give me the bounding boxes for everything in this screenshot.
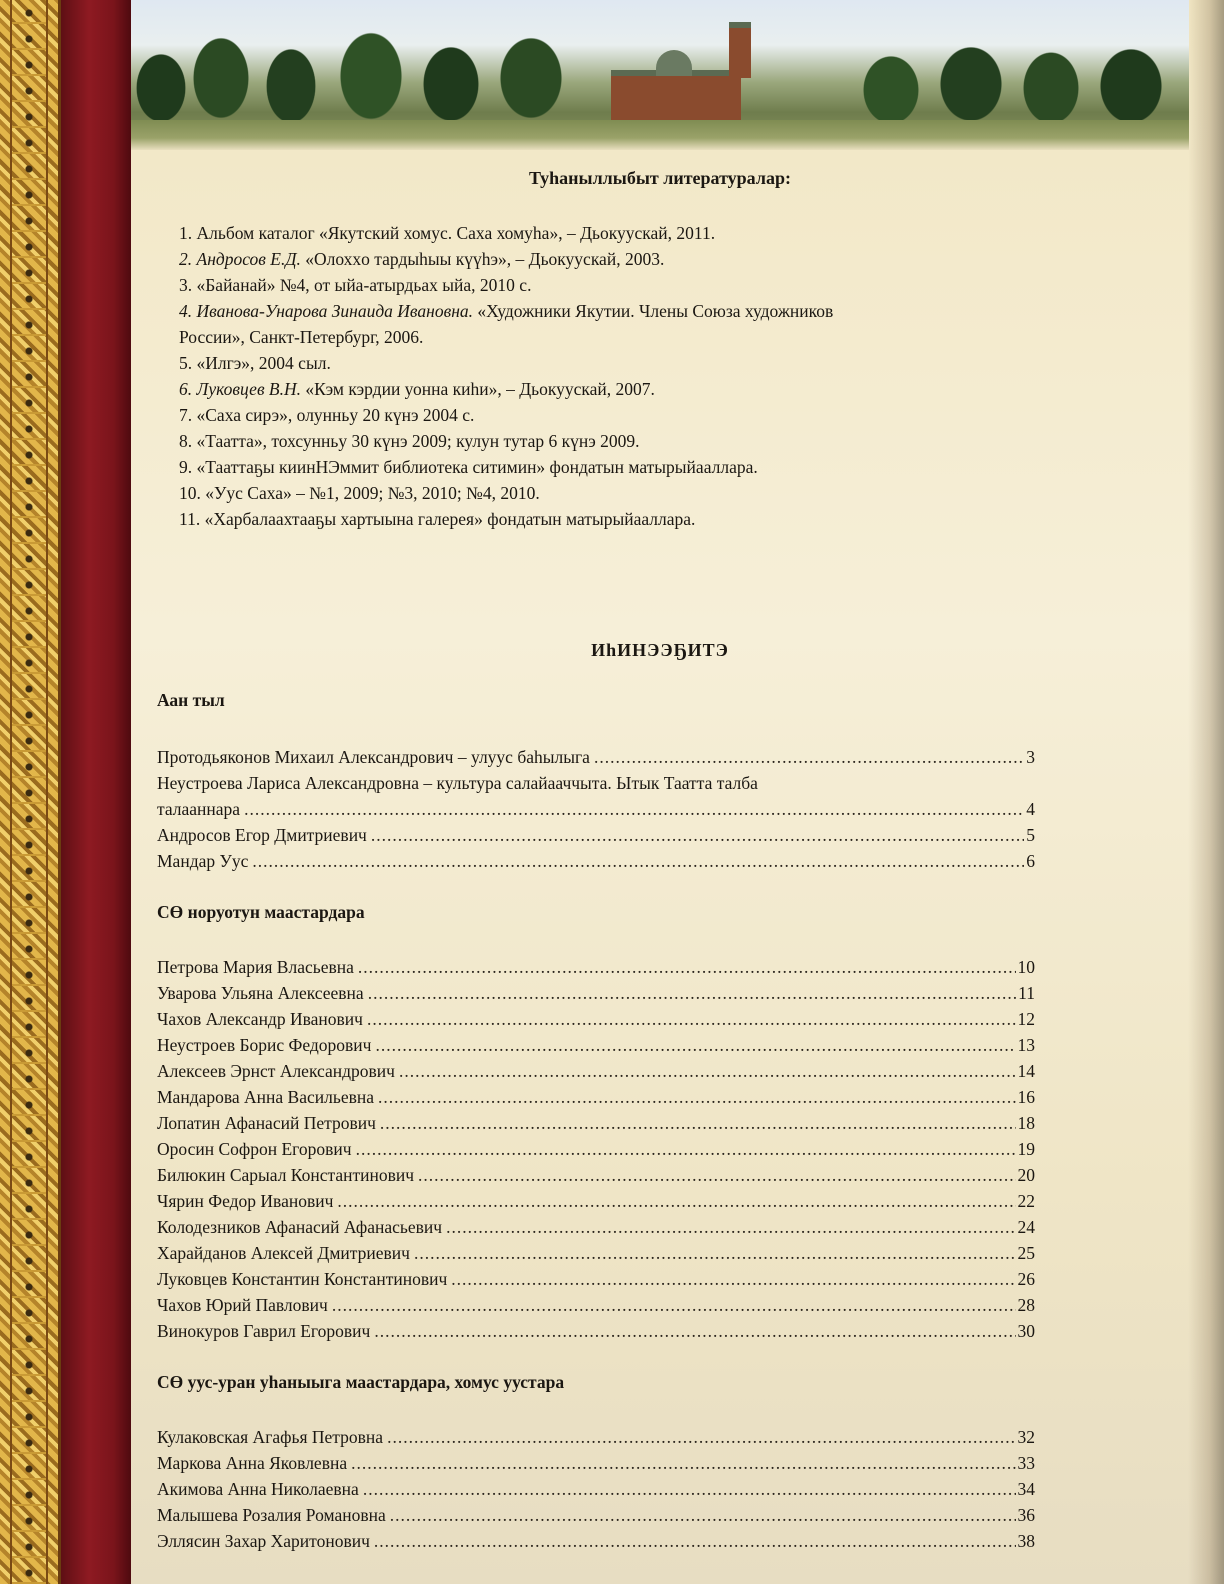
toc-row: Харайданов Алексей Дмитриевич ..... 25 xyxy=(157,1240,1035,1266)
toc-row: Протодьяконов Михаил Александрович – улуус баһылыга ..... 3 xyxy=(157,744,1035,770)
literature-item: 6. Луковцев В.Н. «Кэм кэрдии уонна киһи», – Дьокуускай, 2007. xyxy=(179,379,655,399)
toc-section-heading: Аан тыл xyxy=(157,690,225,710)
toc-row: Винокуров Гаврил Егорович ..... 30 xyxy=(157,1318,1035,1344)
toc-row: Оросин Софрон Егорович ..... 19 xyxy=(157,1136,1035,1162)
toc-row: Чярин Федор Иванович ..... 22 xyxy=(157,1188,1035,1214)
toc-row: Акимова Анна Николаевна ..... 34 xyxy=(157,1476,1035,1502)
toc-row: Маркова Анна Яковлевна ..... 33 xyxy=(157,1450,1035,1476)
literature-item: 1. Альбом каталог «Якутский хомус. Саха хомуһа», – Дьокуускай, 2011. xyxy=(179,223,716,243)
toc-section-heading: СӨ уус-уран уһаныыга маастардара, хомус уустара xyxy=(157,1372,565,1392)
toc-title: ИһИНЭЭҔИТЭ xyxy=(591,640,729,660)
toc-row: Неустроев Борис Федорович ..... 13 xyxy=(157,1032,1035,1058)
toc-section-heading: СӨ норуотун маастардара xyxy=(157,902,365,922)
literature-item: 3. «Байанай» №4, от ыйа-атырдьах ыйа, 2010 с. xyxy=(179,275,532,295)
toc-row: Чахов Александр Иванович ..... 12 xyxy=(157,1006,1035,1032)
grass-illustration xyxy=(131,120,1189,150)
literature-item: 7. «Саха сирэ», олунньу 20 күнэ 2004 с. xyxy=(179,405,475,425)
literature-item: 11. «Харбалаахтааҕы хартыына галерея» фондатын матырыйааллара. xyxy=(179,509,696,529)
toc-row-wrapped: Неустроева Лариса Александровна – культура салайааччыта. Ытык Таатта талба xyxy=(157,773,758,793)
toc-row: Андросов Егор Дмитриевич ..... 5 xyxy=(157,822,1035,848)
toc-row: Алексеев Эрнст Александрович ..... 14 xyxy=(157,1058,1035,1084)
toc-row: Эллясин Захар Харитонович ..... 38 xyxy=(157,1528,1035,1554)
toc-section-1 xyxy=(157,744,1035,874)
toc-row: Мандар Уус ..... 6 xyxy=(157,848,1035,874)
church-illustration xyxy=(601,40,751,125)
literature-item: России», Санкт-Петербург, 2006. xyxy=(179,327,424,347)
literature-item: 10. «Уус Саха» – №1, 2009; №3, 2010; №4, 2010. xyxy=(179,483,540,503)
toc-row: Петрова Мария Власьевна ..... 10 xyxy=(157,954,1035,980)
toc-row: Мандарова Анна Васильевна ..... 16 xyxy=(157,1084,1035,1110)
toc-row: Луковцев Константин Константинович ..... 26 xyxy=(157,1266,1035,1292)
toc-row: талааннара ..... 4 xyxy=(157,796,1035,822)
toc-row: Лопатин Афанасий Петрович ..... 18 xyxy=(157,1110,1035,1136)
landscape-banner xyxy=(131,0,1189,150)
toc-row: Билюкин Сарыал Константинович ..... 20 xyxy=(157,1162,1035,1188)
toc-section-3 xyxy=(157,1424,1035,1554)
toc-row: Колодезников Афанасий Афанасьевич ..... 24 xyxy=(157,1214,1035,1240)
toc-row: Чахов Юрий Павлович ..... 28 xyxy=(157,1292,1035,1318)
toc-row: Малышева Розалия Романовна ..... 36 xyxy=(157,1502,1035,1528)
literature-item: 5. «Илгэ», 2004 сыл. xyxy=(179,353,331,373)
toc-row: Кулаковская Агафья Петровна ..... 32 xyxy=(157,1424,1035,1450)
literature-item: 2. Андросов Е.Д. «Олохxо тардыһыы күүһэ», – Дьокуускай, 2003. xyxy=(179,249,665,269)
literature-title: Туһаныллыбыт литературалар: xyxy=(529,168,791,188)
literature-list xyxy=(179,220,1029,532)
literature-item: 4. Иванова-Унарова Зинаида Ивановна. «Художники Якутии. Члены Союза художников xyxy=(179,301,834,321)
red-band xyxy=(61,0,131,1584)
ornamental-border xyxy=(0,0,61,1584)
literature-item: 8. «Таатта», тохсунньу 30 күнэ 2009; кулун тутар 6 күнэ 2009. xyxy=(179,431,640,451)
toc-row: Уварова Ульяна Алексеевна ..... 11 xyxy=(157,980,1035,1006)
toc-section-2 xyxy=(157,954,1035,1344)
literature-item: 9. «Тааттаҕы киинНЭммит библиотека ситимин» фондатын матырыйааллара. xyxy=(179,457,758,477)
page-right-edge xyxy=(1188,0,1224,1584)
